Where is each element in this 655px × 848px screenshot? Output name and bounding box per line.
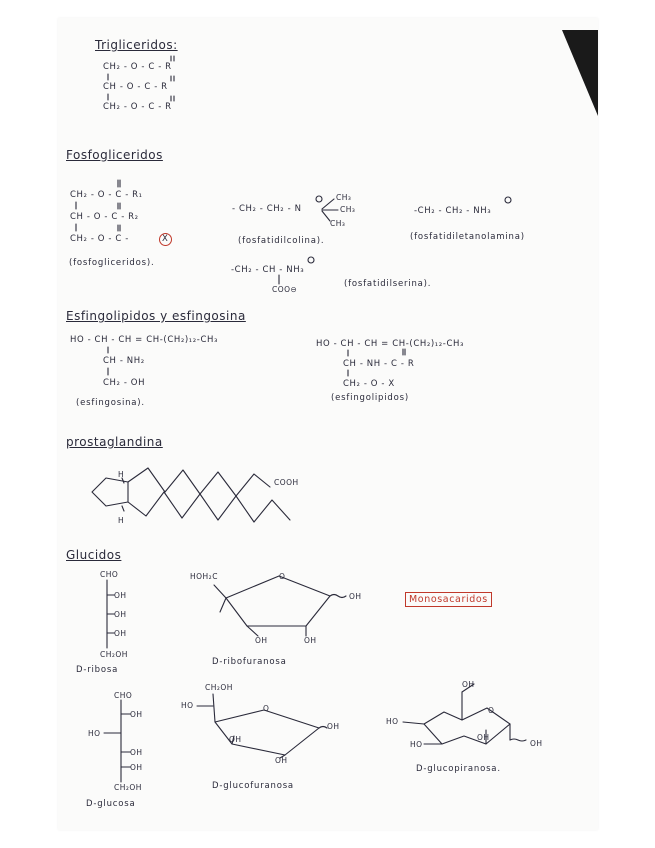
- esfingolipido-line-2: CH - NH - C - R: [343, 359, 415, 369]
- glucofuranosa-caption: D-glucofuranosa: [212, 781, 294, 791]
- ribosa-oh-1: OH: [114, 591, 127, 600]
- x-mark: X: [162, 234, 169, 244]
- colina-chain: - CH₂ - CH₂ - N: [232, 204, 302, 214]
- ribosa-oh-3: OH: [114, 629, 127, 638]
- ribosa-caption: D-ribosa: [76, 665, 119, 675]
- colina-ch3-3: CH₃: [330, 219, 346, 228]
- esfingosina-line-3: CH₂ - OH: [103, 378, 146, 388]
- prostaglandina-cooh: COOH: [274, 478, 299, 487]
- glucofuranosa-anomer: OH: [327, 722, 340, 731]
- esfingosina-line-2: CH - NH₂: [103, 356, 145, 366]
- glucofuranosa-ring-o: O: [263, 704, 270, 713]
- triglyceride-carbonyls: [108, 56, 174, 101]
- glucopiranosa-anomer: OH: [530, 739, 543, 748]
- glucopiranosa-ho-1: HO: [386, 717, 399, 726]
- glucofuranosa-top: CH₂OH: [205, 683, 233, 692]
- glucosa-top: CHO: [114, 691, 133, 700]
- esfingolipidos-title: Esfingolipidos y esfingosina: [66, 309, 246, 323]
- glucosa-oh-2: OH: [130, 748, 143, 757]
- glucopiranosa-ring-o: O: [488, 706, 495, 715]
- glucosa-ho: HO: [88, 729, 101, 738]
- colina-ch3-2: CH₃: [340, 205, 356, 214]
- ribosa-bottom: CH₂OH: [100, 650, 128, 659]
- glucopiranosa-top-oh: OH: [462, 680, 475, 689]
- glucosa-caption: D-glucosa: [86, 799, 136, 809]
- ribofuranosa-caption: D-ribofuranosa: [212, 657, 287, 667]
- ribofuranosa-anomer: OH: [349, 592, 362, 601]
- glucopiranosa-oh: OH: [477, 733, 490, 742]
- serina-chain: -CH₂ - CH - NH₃: [231, 265, 305, 275]
- etanolamina-caption: (fosfatidiletanolamina): [410, 232, 525, 242]
- colina-ch3-1: CH₃: [336, 193, 352, 202]
- etanolamina-chain: -CH₂ - CH₂ - NH₃: [414, 206, 492, 216]
- esfingosina-line-1: HO - CH - CH = CH-(CH₂)₁₂-CH₃: [70, 335, 218, 345]
- glucosa-bottom: CH₂OH: [114, 783, 142, 792]
- esfingolipido-line-1: HO - CH - CH = CH-(CH₂)₁₂-CH₃: [316, 339, 464, 349]
- ribosa-fischer: [107, 580, 114, 648]
- triglicerides-line-3: CH₂ - O - C - R: [103, 102, 172, 112]
- prostaglandina-h-bottom: H: [118, 516, 125, 525]
- glucofuranosa-ho: HO: [181, 701, 194, 710]
- glucofuranosa-ring: [197, 694, 327, 758]
- ribofuranosa-oh-right: OH: [304, 636, 317, 645]
- triglicerides-line-1: CH₂ - O - C - R: [103, 62, 172, 72]
- triglicerides-line-2: CH - O - C - R: [103, 82, 168, 92]
- glucosa-oh-1: OH: [130, 710, 143, 719]
- glucofuranosa-oh-right: OH: [275, 756, 288, 765]
- serina-caption: (fosfatidilserina).: [344, 279, 432, 289]
- glucosa-oh-3: OH: [130, 763, 143, 772]
- glucidos-title: Glucidos: [66, 548, 122, 562]
- esfingolipido-caption: (esfingolipidos): [331, 393, 409, 403]
- glucosa-fischer: [104, 700, 130, 782]
- ribosa-top: CHO: [100, 570, 119, 579]
- triglicerides-title: Trigliceridos:: [95, 38, 178, 52]
- ribofuranosa-ring: [214, 576, 346, 636]
- colina-caption: (fosfatidilcolina).: [238, 236, 325, 246]
- fosfo-bonds: [76, 180, 511, 284]
- prostaglandina-title: prostaglandina: [66, 435, 163, 449]
- esfingolipido-line-3: CH₂ - O - X: [343, 379, 395, 389]
- fosfo-line-1: CH₂ - O - C - R₁: [70, 190, 143, 200]
- prostaglandina-h-top: H: [118, 470, 125, 479]
- monosacaridos-tag: Monosacaridos: [405, 592, 492, 607]
- ribosa-oh-2: OH: [114, 610, 127, 619]
- fosfogliceridos-title: Fosfogliceridos: [66, 148, 163, 162]
- glucofuranosa-oh-left: OH: [229, 735, 242, 744]
- ribofuranosa-oh-left: OH: [255, 636, 268, 645]
- ribofuranosa-ring-o: O: [279, 572, 286, 581]
- serina-coo: COO⊖: [272, 285, 298, 294]
- fosfo-caption: (fosfogliceridos).: [69, 258, 155, 268]
- esfingo-bonds: [108, 347, 405, 376]
- fosfo-line-2: CH - O - C - R₂: [70, 212, 139, 222]
- glucopiranosa-ho-2: HO: [410, 740, 423, 749]
- glucopiranosa-chair: [403, 684, 526, 744]
- fosfo-line-3: CH₂ - O - C -: [70, 234, 129, 244]
- glucopiranosa-caption: D-glucopiranosa.: [416, 764, 501, 774]
- esfingosina-caption: (esfingosina).: [76, 398, 145, 408]
- prostaglandina-skeleton: [92, 468, 290, 522]
- ribofuranosa-top: HOH₂C: [190, 572, 218, 581]
